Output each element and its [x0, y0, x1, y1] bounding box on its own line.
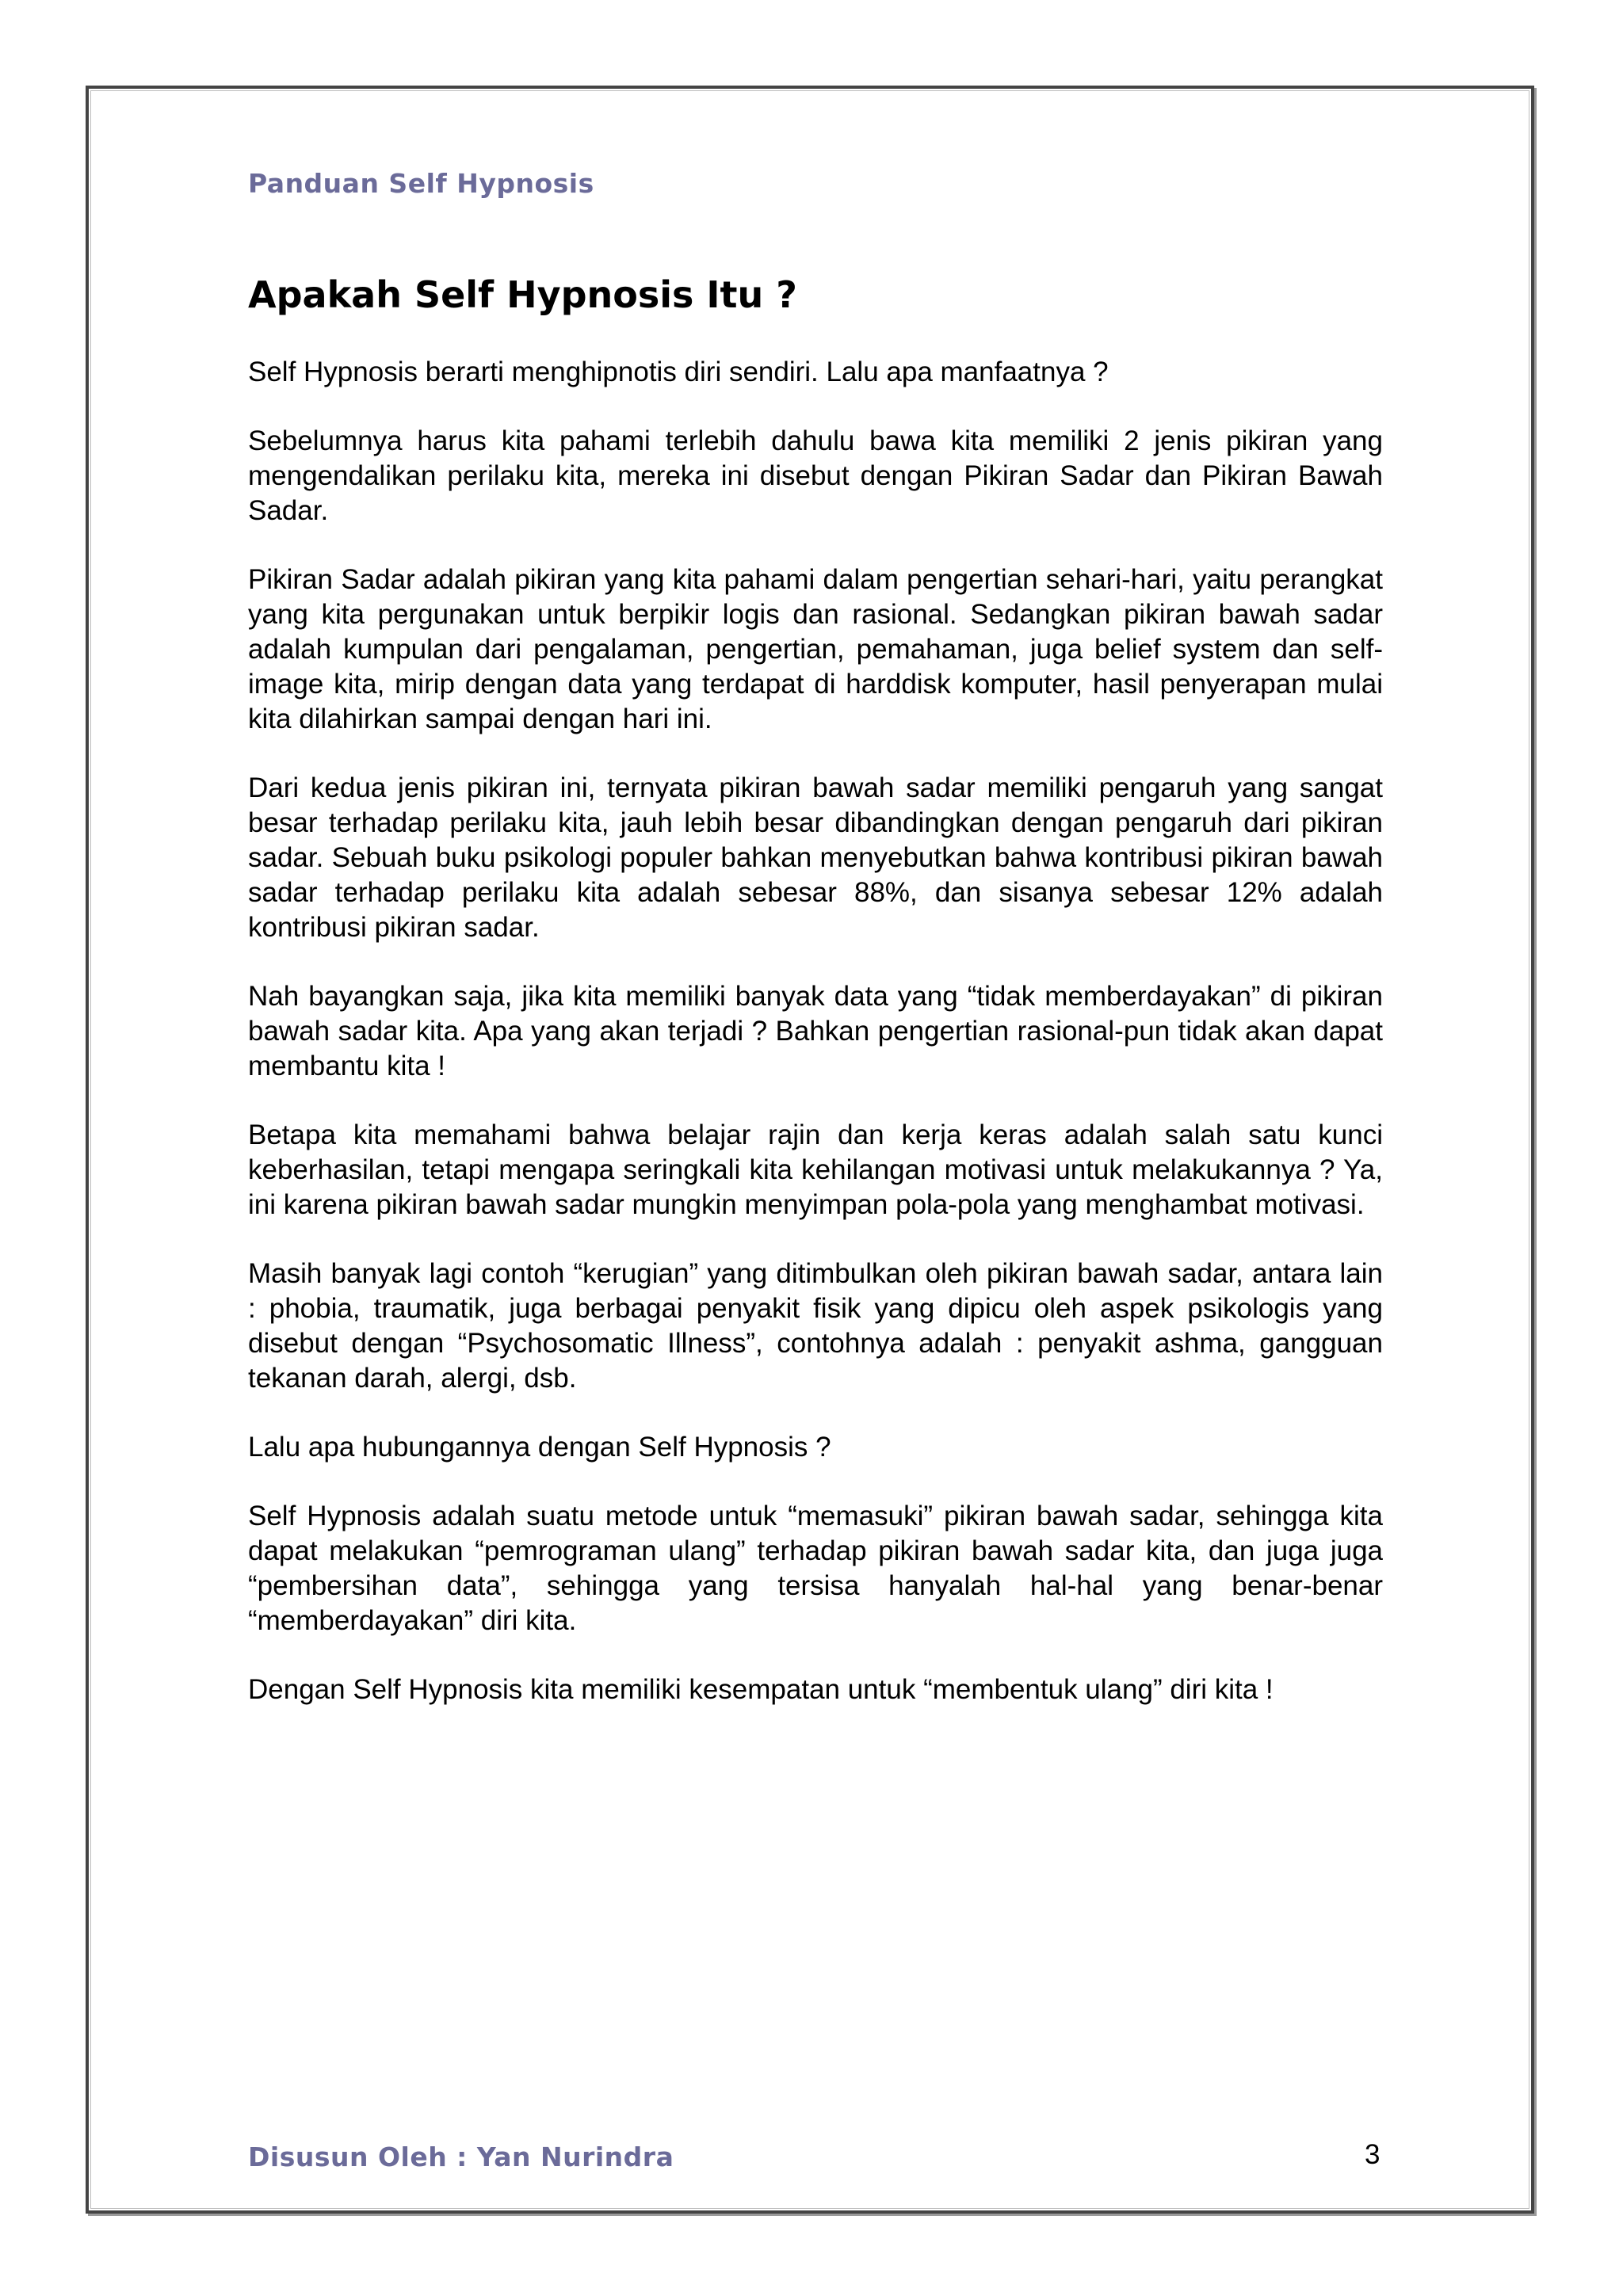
paragraph-1: Self Hypnosis berarti menghipnotis diri sendiri. Lalu apa manfaatnya ?: [248, 357, 1109, 387]
page-title: Apakah Self Hypnosis Itu ?: [248, 273, 797, 316]
running-header: Panduan Self Hypnosis: [248, 168, 594, 199]
paragraph-7: Masih banyak lagi contoh “kerugian” yang ditimbulkan oleh pikiran bawah sadar, antara lain : phobia, traumatik, juga berbagai penyakit fisik yang dipicu oleh aspek psikologis yang disebut dengan “Psychosomatic Illness”, contohnya adalah : penyakit ashma, gangguan tekanan darah, alergi, dsb.: [248, 1258, 1383, 1394]
body-text: [248, 355, 1383, 1741]
paragraph-6: Betapa kita memahami bahwa belajar rajin dan kerja keras adalah salah satu kunci keberhasilan, tetapi mengapa seringkali kita kehilangan motivasi untuk melakukannya ? Ya, ini karena pikiran bawah sadar mungkin menyimpan pola-pola yang menghambat motivasi.: [248, 1119, 1383, 1220]
paragraph-8: Lalu apa hubungannya dengan Self Hypnosis ?: [248, 1432, 831, 1463]
paragraph-9: Self Hypnosis adalah suatu metode untuk “memasuki” pikiran bawah sadar, sehingga kita dapat melakukan “pemrograman ulang” terhadap pikiran bawah sadar kita, dan juga juga “pembersihan data”, sehingga yang tersisa hanyalah hal-hal yang benar-benar “memberdayakan” diri kita.: [248, 1501, 1383, 1636]
paragraph-10: Dengan Self Hypnosis kita memiliki kesempatan untuk “membentuk ulang” diri kita !: [248, 1674, 1274, 1705]
paragraph-3: Pikiran Sadar adalah pikiran yang kita pahami dalam pengertian sehari-hari, yaitu perangkat yang kita pergunakan untuk berpikir logis dan rasional. Sedangkan pikiran bawah sadar adalah kumpulan dari pengalaman, pengertian, pemahaman, juga belief system dan self-image kita, mirip dengan data yang terdapat di harddisk komputer, hasil penyerapan mulai kita dilahirkan sampai dengan hari ini.: [248, 564, 1383, 734]
paragraph-5: Nah bayangkan saja, jika kita memiliki banyak data yang “tidak memberdayakan” di pikiran bawah sadar kita. Apa yang akan terjadi ? Bahkan pengertian rasional-pun tidak akan dapat membantu kita !: [248, 981, 1383, 1081]
footer-author: Disusun Oleh : Yan Nurindra: [248, 2142, 674, 2172]
paragraph-2: Sebelumnya harus kita pahami terlebih dahulu bawa kita memiliki 2 jenis pikiran yang mengendalikan perilaku kita, mereka ini disebut dengan Pikiran Sadar dan Pikiran Bawah Sadar.: [248, 425, 1383, 526]
paragraph-4: Dari kedua jenis pikiran ini, ternyata pikiran bawah sadar memiliki pengaruh yang sangat besar terhadap perilaku kita, jauh lebih besar dibandingkan dengan pengaruh dari pikiran sadar. Sebuah buku psikologi populer bahkan menyebutkan bahwa kontribusi pikiran bawah sadar terhadap perilaku kita adalah sebesar 88%, dan sisanya sebesar 12% adalah kontribusi pikiran sadar.: [248, 772, 1383, 943]
page-number: 3: [1365, 2139, 1381, 2170]
